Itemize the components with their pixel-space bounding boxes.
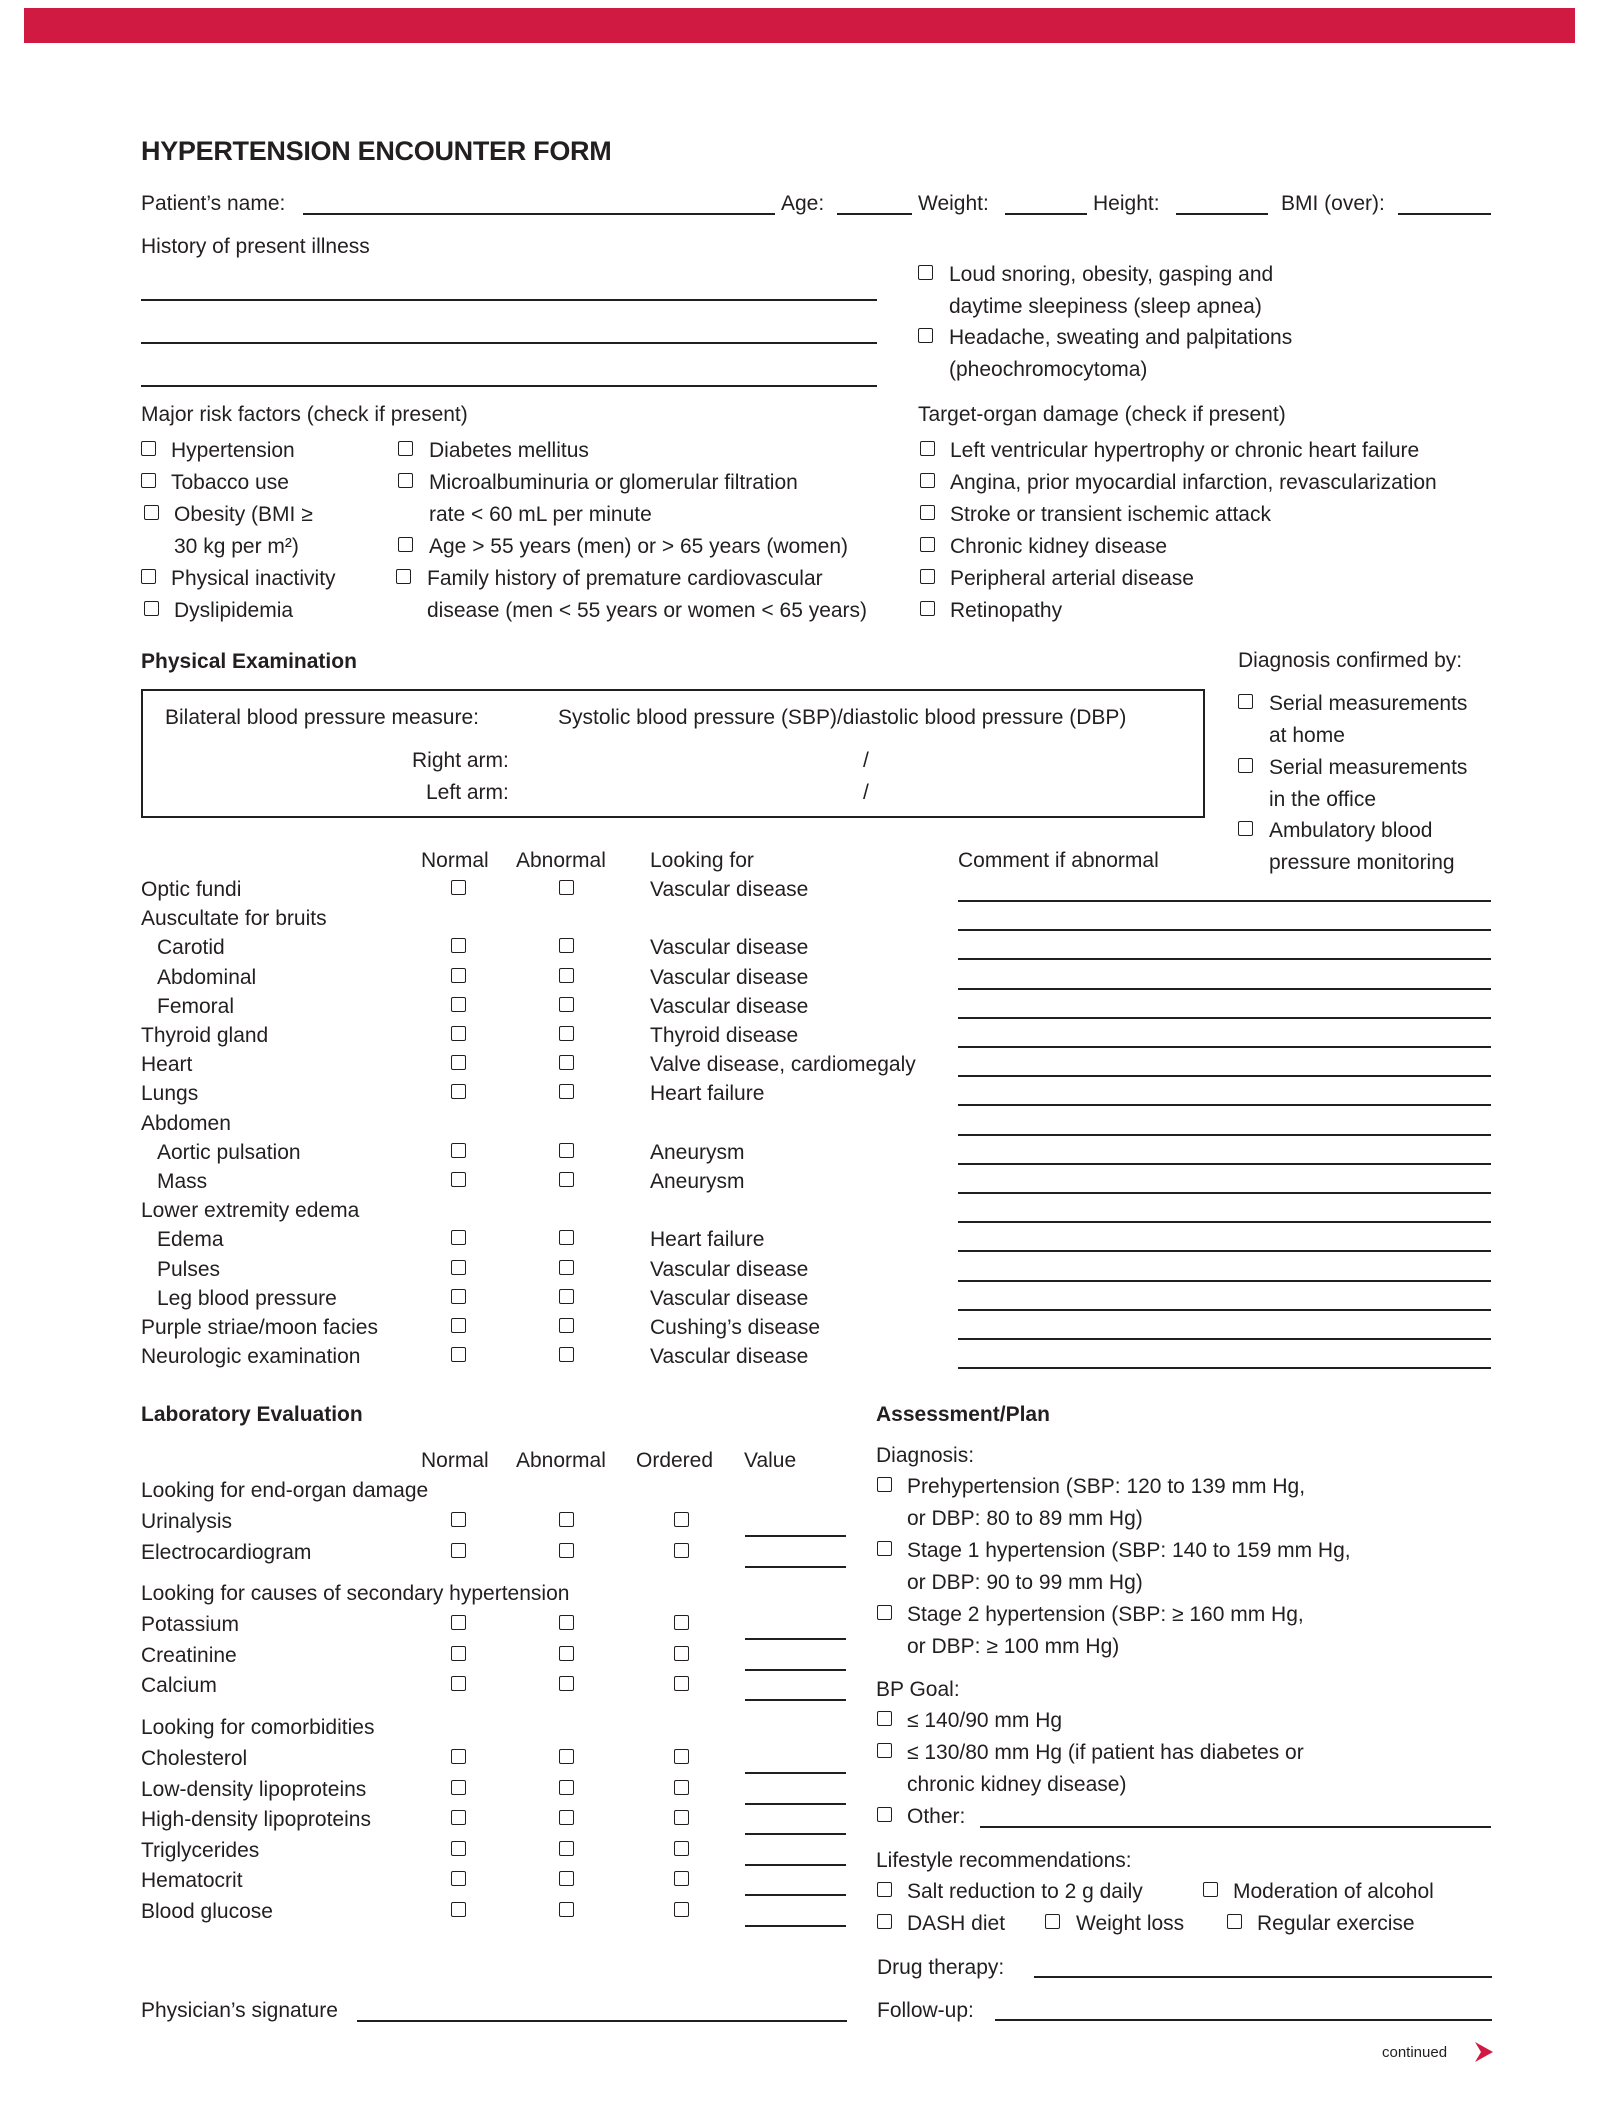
lab-value-field[interactable] [745,1894,846,1896]
follow-up-label: Follow-up: [877,1999,974,2022]
lab-col-ordered: Ordered [636,1449,714,1472]
lab-col-value: Value [744,1449,797,1472]
lab-abnormal-checkbox[interactable] [559,1543,574,1558]
exam-row-label: Thyroid gland [141,1024,269,1047]
lab-ordered-checkbox[interactable] [674,1543,689,1558]
exam-row-label: Leg blood pressure [157,1287,337,1310]
lab-normal-checkbox[interactable] [451,1512,466,1527]
exam-abnormal-checkbox[interactable] [559,1055,574,1070]
lab-item-label: Creatinine [141,1643,237,1667]
comment-line[interactable] [958,1280,1491,1282]
lab-item-label: Hematocrit [141,1869,243,1893]
lifestyle-alcohol-label: Moderation of alcohol [1233,1880,1434,1903]
lab-ordered-checkbox[interactable] [674,1841,689,1856]
exam-looking-for: Vascular disease [650,995,809,1018]
exam-abnormal-checkbox[interactable] [559,1347,574,1362]
lifestyle-label: Lifestyle recommendations: [876,1849,1132,1872]
comment-line[interactable] [958,1163,1491,1165]
lab-item-label: Triglycerides [141,1838,260,1862]
lab-item-label: Blood glucose [141,1900,273,1923]
lab-item-label: Low-density lipoproteins [141,1777,367,1801]
risk-dyslipidemia-label: Dyslipidemia [174,599,294,622]
dx-stage1-label: Stage 1 hypertension (SBP: 140 to 159 mm Hg, [907,1539,1351,1562]
exam-abnormal-checkbox[interactable] [559,1318,574,1333]
confirmed-office-checkbox[interactable] [1238,758,1253,773]
exam-row-label: Optic fundi [141,878,242,901]
comment-line[interactable] [958,958,1491,960]
follow-up-field[interactable] [995,2019,1492,2021]
lab-heading: Laboratory Evaluation [141,1403,363,1426]
dx-prehypertension-label-cont: or DBP: 80 to 89 mm Hg) [907,1507,1143,1530]
lab-ordered-checkbox[interactable] [674,1646,689,1661]
lab-normal-checkbox[interactable] [451,1615,466,1630]
lab-abnormal-checkbox[interactable] [559,1676,574,1691]
exam-normal-checkbox[interactable] [451,1055,466,1070]
exam-col-normal: Normal [421,849,489,872]
goal-other-checkbox[interactable] [877,1807,892,1822]
lab-normal-checkbox[interactable] [451,1902,466,1917]
patient-name-label: Patient’s name: [141,192,286,215]
lab-normal-checkbox[interactable] [451,1810,466,1825]
goal-other-label: Other: [907,1805,966,1828]
risk-factors-heading: Major risk factors (check if present) [141,403,468,426]
target-lvh-label: Left ventricular hypertrophy or chronic heart failure [950,439,1420,462]
exam-normal-checkbox[interactable] [451,1318,466,1333]
height-field[interactable] [1176,213,1268,215]
exam-looking-for: Cushing’s disease [650,1316,821,1339]
comment-line[interactable] [958,1192,1491,1194]
lifestyle-exercise-checkbox[interactable] [1227,1914,1242,1929]
lab-value-field[interactable] [745,1638,846,1640]
target-stroke-checkbox[interactable] [920,505,935,520]
risk-microalbuminuria-checkbox[interactable] [398,473,413,488]
target-angina-label: Angina, prior myocardial infarction, revascularization [950,471,1437,494]
lab-ordered-checkbox[interactable] [674,1512,689,1527]
lab-ordered-checkbox[interactable] [674,1810,689,1825]
lab-abnormal-checkbox[interactable] [559,1615,574,1630]
page-title: HYPERTENSION ENCOUNTER FORM [141,136,612,166]
lab-value-field[interactable] [745,1699,846,1701]
exam-normal-checkbox[interactable] [451,1084,466,1099]
risk-obesity-checkbox[interactable] [144,505,159,520]
exam-looking-for: Valve disease, cardiomegaly [650,1053,916,1076]
comment-line[interactable] [958,1221,1491,1223]
lifestyle-weight-checkbox[interactable] [1045,1914,1060,1929]
drug-therapy-field[interactable] [1034,1976,1492,1978]
lab-col-normal: Normal [421,1449,489,1472]
exam-row-label: Aortic pulsation [157,1141,301,1164]
lab-ordered-checkbox[interactable] [674,1780,689,1795]
drug-therapy-label: Drug therapy: [877,1956,1005,1979]
sleep-apnea-text-cont: daytime sleepiness (sleep apnea) [949,295,1262,318]
bp-goal-label: BP Goal: [876,1678,960,1701]
risk-tobacco-checkbox[interactable] [141,473,156,488]
goal-140-90-checkbox[interactable] [877,1711,892,1726]
hpi-line-3[interactable] [141,385,877,387]
confirmed-ambulatory-label: Ambulatory blood [1269,819,1433,842]
lab-normal-checkbox[interactable] [451,1871,466,1886]
lab-item-label: Potassium [141,1613,240,1637]
left-arm-label: Left arm: [426,781,509,804]
lab-normal-checkbox[interactable] [451,1749,466,1764]
arrow-right-icon[interactable] [1473,2040,1495,2064]
exam-looking-for: Heart failure [650,1082,765,1105]
risk-age-checkbox[interactable] [398,537,413,552]
lab-abnormal-checkbox[interactable] [559,1902,574,1917]
goal-130-80-checkbox[interactable] [877,1743,892,1758]
exam-abnormal-checkbox[interactable] [559,880,574,895]
right-arm-bp-field[interactable]: / [863,749,869,772]
target-ckd-label: Chronic kidney disease [950,535,1168,558]
dx-stage2-label-cont: or DBP: ≥ 100 mm Hg) [907,1635,1120,1658]
target-retinopathy-checkbox[interactable] [920,601,935,616]
sleep-apnea-checkbox[interactable] [918,265,933,280]
lab-value-field[interactable] [745,1566,846,1568]
target-angina-checkbox[interactable] [920,473,935,488]
exam-looking-for: Heart failure [650,1228,765,1251]
exam-normal-checkbox[interactable] [451,1347,466,1362]
exam-abnormal-checkbox[interactable] [559,1289,574,1304]
comment-line[interactable] [958,1075,1491,1077]
exam-row-label: Heart [141,1053,193,1076]
exam-normal-checkbox[interactable] [451,1260,466,1275]
lab-normal-checkbox[interactable] [451,1646,466,1661]
lab-abnormal-checkbox[interactable] [559,1810,574,1825]
exam-row-label: Edema [157,1228,224,1251]
confirmed-home-label-cont: at home [1269,724,1345,747]
goal-140-90-label: ≤ 140/90 mm Hg [907,1709,1063,1732]
comment-line[interactable] [958,900,1491,902]
comment-line[interactable] [958,1134,1491,1136]
risk-tobacco-label: Tobacco use [171,471,289,494]
height-label: Height: [1093,192,1160,215]
lab-ordered-checkbox[interactable] [674,1676,689,1691]
exam-abnormal-checkbox[interactable] [559,1026,574,1041]
hpi-line-2[interactable] [141,342,877,344]
dx-stage2-label: Stage 2 hypertension (SBP: ≥ 160 mm Hg, [907,1603,1304,1626]
age-label: Age: [781,192,825,215]
bmi-label: BMI (over): [1281,192,1385,215]
lab-value-field[interactable] [745,1535,846,1537]
lab-ordered-checkbox[interactable] [674,1871,689,1886]
comment-line[interactable] [958,929,1491,931]
exam-looking-for: Vascular disease [650,966,809,989]
lab-value-field[interactable] [745,1772,846,1774]
lab-group-title: Looking for comorbidities [141,1716,375,1739]
target-ckd-checkbox[interactable] [920,537,935,552]
right-arm-label: Right arm: [412,749,509,772]
goal-130-80-label-cont: chronic kidney disease) [907,1773,1127,1796]
exam-abnormal-checkbox[interactable] [559,1143,574,1158]
goal-other-field[interactable] [980,1826,1491,1828]
exam-normal-checkbox[interactable] [451,1143,466,1158]
lab-item-label: Calcium [141,1674,217,1698]
risk-dyslipidemia-checkbox[interactable] [144,601,159,616]
dx-stage1-label-cont: or DBP: 90 to 99 mm Hg) [907,1571,1143,1594]
exam-row-label: Pulses [157,1258,221,1281]
exam-looking-for: Vascular disease [650,1287,809,1310]
exam-normal-checkbox[interactable] [451,1289,466,1304]
exam-abnormal-checkbox[interactable] [559,1084,574,1099]
risk-obesity-label-cont: 30 kg per m²) [174,535,299,558]
signature-label: Physician’s signature [141,1999,338,2022]
lab-value-field[interactable] [745,1803,846,1805]
weight-field[interactable] [1005,213,1087,215]
lab-value-field[interactable] [745,1833,846,1835]
exam-row-label: Lungs [141,1082,199,1105]
risk-inactivity-label: Physical inactivity [171,567,336,590]
lab-ordered-checkbox[interactable] [674,1749,689,1764]
lab-abnormal-checkbox[interactable] [559,1841,574,1856]
lab-normal-checkbox[interactable] [451,1543,466,1558]
age-field[interactable] [837,213,912,215]
lab-ordered-checkbox[interactable] [674,1615,689,1630]
target-retinopathy-label: Retinopathy [950,599,1063,622]
exam-col-comment: Comment if abnormal [958,849,1159,872]
diagnosis-confirmed-heading: Diagnosis confirmed by: [1238,649,1463,672]
assessment-heading: Assessment/Plan [876,1403,1050,1426]
header-banner [24,8,1575,43]
dx-stage1-checkbox[interactable] [877,1541,892,1556]
exam-row-label: Mass [157,1170,208,1193]
exam-abnormal-checkbox[interactable] [559,1230,574,1245]
exam-abnormal-checkbox[interactable] [559,1260,574,1275]
risk-microalbuminuria-label: Microalbuminuria or glomerular filtration [429,471,798,494]
dx-stage2-checkbox[interactable] [877,1605,892,1620]
comment-line[interactable] [958,1309,1491,1311]
exam-looking-for: Thyroid disease [650,1024,799,1047]
risk-hypertension-checkbox[interactable] [141,441,156,456]
target-stroke-label: Stroke or transient ischemic attack [950,503,1271,526]
lifestyle-dash-label: DASH diet [907,1912,1006,1935]
exam-looking-for: Vascular disease [650,878,809,901]
hpi-line-1[interactable] [141,299,877,301]
exam-row-label: Neurologic examination [141,1345,361,1368]
pheochromocytoma-text-cont: (pheochromocytoma) [949,358,1148,381]
continued-label: continued [1382,2044,1448,2061]
lifestyle-dash-checkbox[interactable] [877,1914,892,1929]
lab-item-label: High-density lipoproteins [141,1808,371,1832]
risk-family-history-label: Family history of premature cardiovascular [427,567,823,590]
lab-abnormal-checkbox[interactable] [559,1871,574,1886]
hpi-label: History of present illness [141,235,370,258]
lifestyle-alcohol-checkbox[interactable] [1203,1882,1218,1897]
exam-looking-for: Vascular disease [650,1345,809,1368]
risk-microalbuminuria-label-cont: rate < 60 mL per minute [429,503,652,526]
exam-normal-checkbox[interactable] [451,968,466,983]
exam-row-label: Abdominal [157,966,257,989]
exam-normal-checkbox[interactable] [451,997,466,1012]
lab-group-title: Looking for causes of secondary hypertension [141,1582,570,1606]
lab-abnormal-checkbox[interactable] [559,1749,574,1764]
comment-line[interactable] [958,988,1491,990]
risk-hypertension-label: Hypertension [171,439,295,462]
exam-normal-checkbox[interactable] [451,880,466,895]
exam-col-abnormal: Abnormal [516,849,606,872]
exam-abnormal-checkbox[interactable] [559,938,574,953]
lifestyle-weight-label: Weight loss [1076,1912,1185,1935]
lifestyle-salt-label: Salt reduction to 2 g daily [907,1880,1143,1903]
lab-item-label: Cholesterol [141,1747,248,1770]
exam-normal-checkbox[interactable] [451,1026,466,1041]
lab-normal-checkbox[interactable] [451,1780,466,1795]
exam-abnormal-checkbox[interactable] [559,968,574,983]
diagnosis-label: Diagnosis: [876,1444,975,1467]
target-pad-checkbox[interactable] [920,569,935,584]
confirmed-home-checkbox[interactable] [1238,694,1253,709]
lab-abnormal-checkbox[interactable] [559,1780,574,1795]
target-lvh-checkbox[interactable] [920,441,935,456]
confirmed-office-label-cont: in the office [1269,788,1377,811]
sleep-apnea-text: Loud snoring, obesity, gasping and [949,263,1274,286]
patient-name-field[interactable] [303,213,775,215]
comment-line[interactable] [958,1046,1491,1048]
weight-label: Weight: [918,192,989,215]
bp-box-label: Bilateral blood pressure measure: [165,706,479,729]
exam-looking-for: Vascular disease [650,1258,809,1281]
exam-looking-for: Vascular disease [650,936,809,959]
exam-row-label: Purple striae/moon facies [141,1316,378,1339]
risk-age-label: Age > 55 years (men) or > 65 years (women) [429,535,849,558]
dx-prehypertension-checkbox[interactable] [877,1477,892,1492]
exam-row-label: Abdomen [141,1112,231,1135]
confirmed-home-label: Serial measurements [1269,692,1468,715]
exam-looking-for: Aneurysm [650,1141,745,1164]
comment-line[interactable] [958,1338,1491,1340]
lab-col-abnormal: Abnormal [516,1449,606,1472]
bmi-field[interactable] [1398,213,1491,215]
physical-exam-heading: Physical Examination [141,650,357,673]
target-organ-heading: Target-organ damage (check if present) [918,403,1286,426]
comment-line[interactable] [958,1367,1491,1369]
left-arm-bp-field[interactable]: / [863,781,869,804]
confirmed-office-label: Serial measurements [1269,756,1468,779]
pheochromocytoma-text: Headache, sweating and palpitations [949,326,1293,349]
risk-obesity-label: Obesity (BMI ≥ [174,503,313,526]
exam-normal-checkbox[interactable] [451,1230,466,1245]
lab-group-title: Looking for end-organ damage [141,1479,429,1502]
lifestyle-exercise-label: Regular exercise [1257,1912,1415,1935]
risk-inactivity-checkbox[interactable] [141,569,156,584]
lab-value-field[interactable] [745,1669,846,1671]
pheochromocytoma-checkbox[interactable] [918,328,933,343]
signature-field[interactable] [357,2020,847,2022]
exam-abnormal-checkbox[interactable] [559,997,574,1012]
exam-row-label: Auscultate for bruits [141,907,327,930]
dx-prehypertension-label: Prehypertension (SBP: 120 to 139 mm Hg, [907,1475,1306,1498]
lifestyle-salt-checkbox[interactable] [877,1882,892,1897]
lab-normal-checkbox[interactable] [451,1841,466,1856]
target-pad-label: Peripheral arterial disease [950,567,1194,590]
lab-normal-checkbox[interactable] [451,1676,466,1691]
risk-family-history-checkbox[interactable] [396,569,411,584]
bp-box-header: Systolic blood pressure (SBP)/diastolic blood pressure (DBP) [558,706,1127,729]
exam-normal-checkbox[interactable] [451,938,466,953]
lab-abnormal-checkbox[interactable] [559,1512,574,1527]
goal-130-80-label: ≤ 130/80 mm Hg (if patient has diabetes or [907,1741,1304,1764]
exam-row-label: Femoral [157,995,235,1018]
comment-line[interactable] [958,1017,1491,1019]
lab-item-label: Urinalysis [141,1510,233,1533]
exam-looking-for: Aneurysm [650,1170,745,1193]
risk-diabetes-checkbox[interactable] [398,441,413,456]
lab-value-field[interactable] [745,1925,846,1927]
lab-abnormal-checkbox[interactable] [559,1646,574,1661]
exam-col-looking-for: Looking for [650,849,754,872]
confirmed-ambulatory-label-cont: pressure monitoring [1269,851,1455,874]
exam-row-label: Carotid [157,936,225,959]
exam-normal-checkbox[interactable] [451,1172,466,1187]
risk-diabetes-label: Diabetes mellitus [429,439,589,462]
exam-row-label: Lower extremity edema [141,1199,360,1222]
confirmed-ambulatory-checkbox[interactable] [1238,821,1253,836]
comment-line[interactable] [958,1250,1491,1252]
lab-value-field[interactable] [745,1864,846,1866]
comment-line[interactable] [958,1104,1491,1106]
lab-ordered-checkbox[interactable] [674,1902,689,1917]
lab-item-label: Electrocardiogram [141,1540,312,1564]
exam-abnormal-checkbox[interactable] [559,1172,574,1187]
risk-family-history-label-cont: disease (men < 55 years or women < 65 years) [427,599,868,622]
